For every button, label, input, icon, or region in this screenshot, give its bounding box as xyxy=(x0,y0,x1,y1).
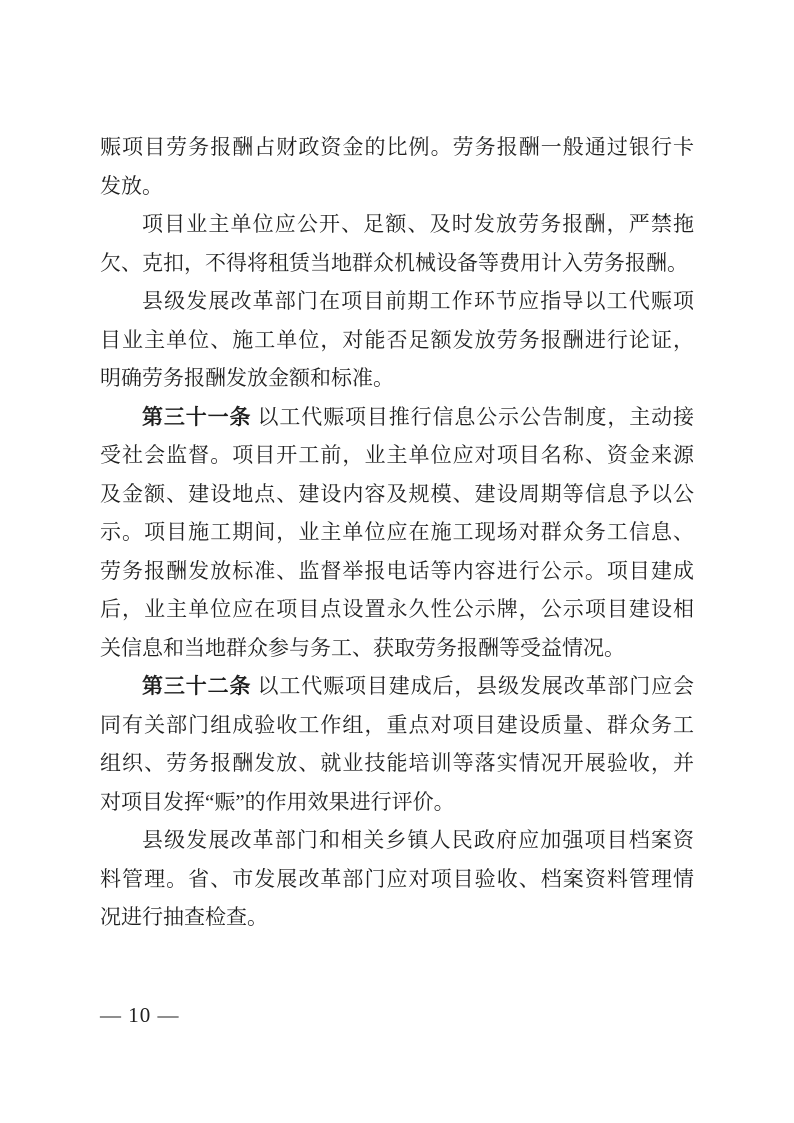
page-number: — 10 — xyxy=(100,1003,180,1027)
text-line: 同有关部门组成验收工作组，重点对项目建设质量、群众务工 xyxy=(100,712,694,737)
text-line: 目业主单位、施工单位，对能否足额发放劳务报酬进行论证， xyxy=(100,327,694,352)
text-line: 示。项目施工期间，业主单位应在施工现场对群众务工信息、 xyxy=(100,520,694,544)
text-line: 明确劳务报酬发放金额和标准。 xyxy=(100,366,394,390)
text-line: 县级发展改革部门在项目前期工作环节应指导以工代赈项 xyxy=(142,289,694,313)
text-line: 料管理。省、市发展改革部门应对项目验收、档案资料管理情 xyxy=(100,866,694,891)
text-line: 第三十二条 以工代赈项目建成后，县级发展改革部门应会 xyxy=(142,674,694,698)
text-line: 第三十一条 以工代赈项目推行信息公示公告制度，主动接 xyxy=(142,404,694,429)
text-line: 受社会监督。项目开工前，业主单位应对项目名称、资金来源 xyxy=(100,443,694,467)
text-line: 发放。 xyxy=(100,173,163,198)
text-line: 县级发展改革部门和相关乡镇人民政府应加强项目档案资 xyxy=(142,828,694,852)
text-line: 项目业主单位应公开、足额、及时发放劳务报酬，严禁拖 xyxy=(142,212,694,236)
text-line: 欠、克扣，不得将租赁当地群众机械设备等费用计入劳务报酬。 xyxy=(100,250,688,275)
text-line: 关信息和当地群众参与务工、获取劳务报酬等受益情况。 xyxy=(100,635,625,660)
article-number: 第三十一条 xyxy=(142,404,252,429)
text-line: 对项目发挥“赈”的作用效果进行评价。 xyxy=(100,789,455,814)
text-line: 况进行抽查检查。 xyxy=(100,905,268,929)
text-line: 及金额、建设地点、建设内容及规模、建设周期等信息予以公 xyxy=(100,481,694,506)
text-line: 后，业主单位应在项目点设置永久性公示牌，公示项目建设相 xyxy=(100,597,694,621)
text-line: 组织、劳务报酬发放、就业技能培训等落实情况开展验收，并 xyxy=(100,751,694,775)
text-line: 赈项目劳务报酬占财政资金的比例。劳务报酬一般通过银行卡 xyxy=(100,135,694,159)
text-line: 劳务报酬发放标准、监督举报电话等内容进行公示。项目建成 xyxy=(100,558,694,583)
article-number: 第三十二条 xyxy=(142,674,252,698)
document-body xyxy=(100,128,694,937)
